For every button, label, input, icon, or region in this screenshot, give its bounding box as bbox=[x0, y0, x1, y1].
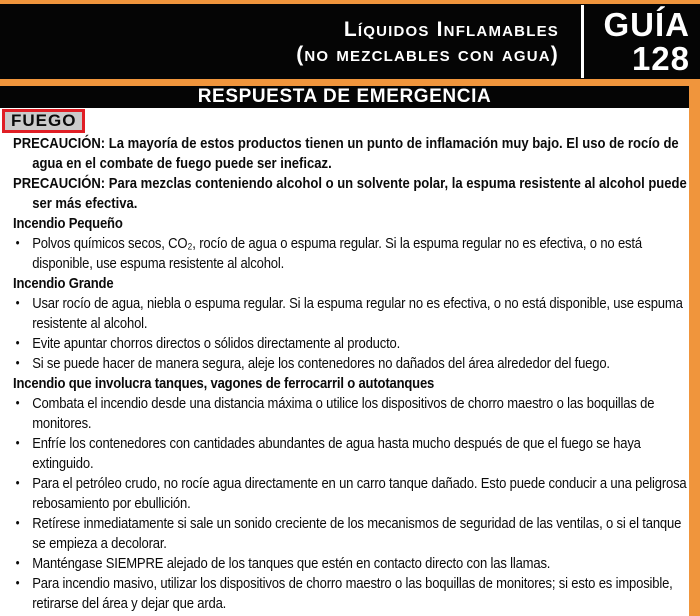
bullet-text: Usar rocío de agua, niebla o espuma regular. Si la espuma regular no es efectiva, o no está disponible, use espuma resistente al alcohol. bbox=[32, 295, 683, 332]
emergency-response-banner: RESPUESTA DE EMERGENCIA bbox=[0, 86, 689, 108]
bullet-text: Combata el incendio desde una distancia máxima o utilice los dispositivos de chorro maestro o las boquillas de monitores. bbox=[32, 395, 655, 432]
bullet-item bbox=[13, 474, 696, 514]
guide-word: GUÍA bbox=[603, 5, 690, 43]
bullet-text: Evite apuntar chorros directos o sólidos directamente al producto. bbox=[32, 335, 401, 352]
bullet-icon: • bbox=[15, 355, 20, 370]
guide-number-block bbox=[584, 4, 700, 79]
bullet-icon: • bbox=[15, 295, 20, 310]
bullet-item bbox=[13, 394, 696, 434]
precaution-paragraph-1: PRECAUCIÓN: La mayoría de estos productos tienen un punto de inflamación muy bajo. El uso de rocío de agua en el combate de fuego puede ser ineficaz. bbox=[13, 135, 679, 172]
guide-title-block bbox=[0, 4, 581, 79]
guide-title-line1: Líquidos Inflamables bbox=[343, 17, 559, 41]
fire-label-row bbox=[2, 109, 700, 133]
bullet-item bbox=[13, 574, 696, 614]
precaution-paragraph-2: PRECAUCIÓN: Para mezclas conteniendo alcohol o un solvente polar, la espuma resistente al alcohol puede ser más efectiva. bbox=[13, 175, 687, 212]
bullet-icon: • bbox=[15, 435, 20, 450]
bullet-text: Para incendio masivo, utilizar los dispositivos de chorro maestro o las boquillas de monitores; si esto es imposible, retirarse del área y dejar que arda. bbox=[32, 575, 673, 612]
bullet-icon: • bbox=[15, 555, 20, 570]
bullet-icon: • bbox=[15, 395, 20, 410]
bullet-text: Si se puede hacer de manera segura, aleje los contenedores no dañados del área alrededor del fuego. bbox=[32, 355, 610, 372]
bullet-item bbox=[13, 514, 696, 554]
bullet-icon: • bbox=[15, 475, 20, 490]
bullet-text: Para el petróleo crudo, no rocíe agua directamente en un carro tanque dañado. Esto puede conducir a una peligrosa rebosamiento por ebullición. bbox=[32, 475, 687, 512]
bullet-icon: • bbox=[15, 515, 20, 530]
guide-header bbox=[0, 0, 700, 86]
bullet-text: Polvos químicos secos, CO₂, rocío de agua o espuma regular. Si la espuma regular no es efectiva, o no está disponible, use espuma resistente al alcohol. bbox=[32, 235, 642, 272]
header-orange-rule bbox=[0, 79, 700, 86]
bullet-icon: • bbox=[15, 575, 20, 590]
bullet-text: Retírese inmediatamente si sale un sonido creciente de los mecanismos de seguridad de las ventilas, o si el tanque se empieza a decolorar. bbox=[32, 515, 682, 552]
guide-title-line2: (no mezclables con agua) bbox=[296, 42, 559, 66]
bullet-icon: • bbox=[15, 335, 20, 350]
section-heading-small-fire: Incendio Pequeño bbox=[13, 215, 123, 232]
guide-number: 128 bbox=[631, 39, 690, 77]
bullet-text: Enfríe los contenedores con cantidades abundantes de agua hasta mucho después de que el fuego se haya extinguido. bbox=[32, 435, 641, 472]
guide-body bbox=[0, 134, 700, 614]
bullet-item bbox=[13, 554, 696, 574]
bullet-item bbox=[13, 294, 696, 334]
section-heading-tank-fire: Incendio que involucra tanques, vagones de ferrocarril o autotanques bbox=[13, 375, 435, 392]
bullet-icon: • bbox=[15, 235, 20, 250]
bullet-item bbox=[13, 354, 696, 374]
fire-section-label: FUEGO bbox=[2, 109, 85, 133]
guide-header-inner bbox=[0, 4, 700, 79]
bullet-item bbox=[13, 334, 696, 354]
section-heading-large-fire: Incendio Grande bbox=[13, 275, 114, 292]
bullet-item bbox=[13, 234, 696, 274]
bullet-text: Manténgase SIEMPRE alejado de los tanques que estén en contacto directo con las llamas. bbox=[32, 555, 551, 572]
bullet-item bbox=[13, 434, 696, 474]
